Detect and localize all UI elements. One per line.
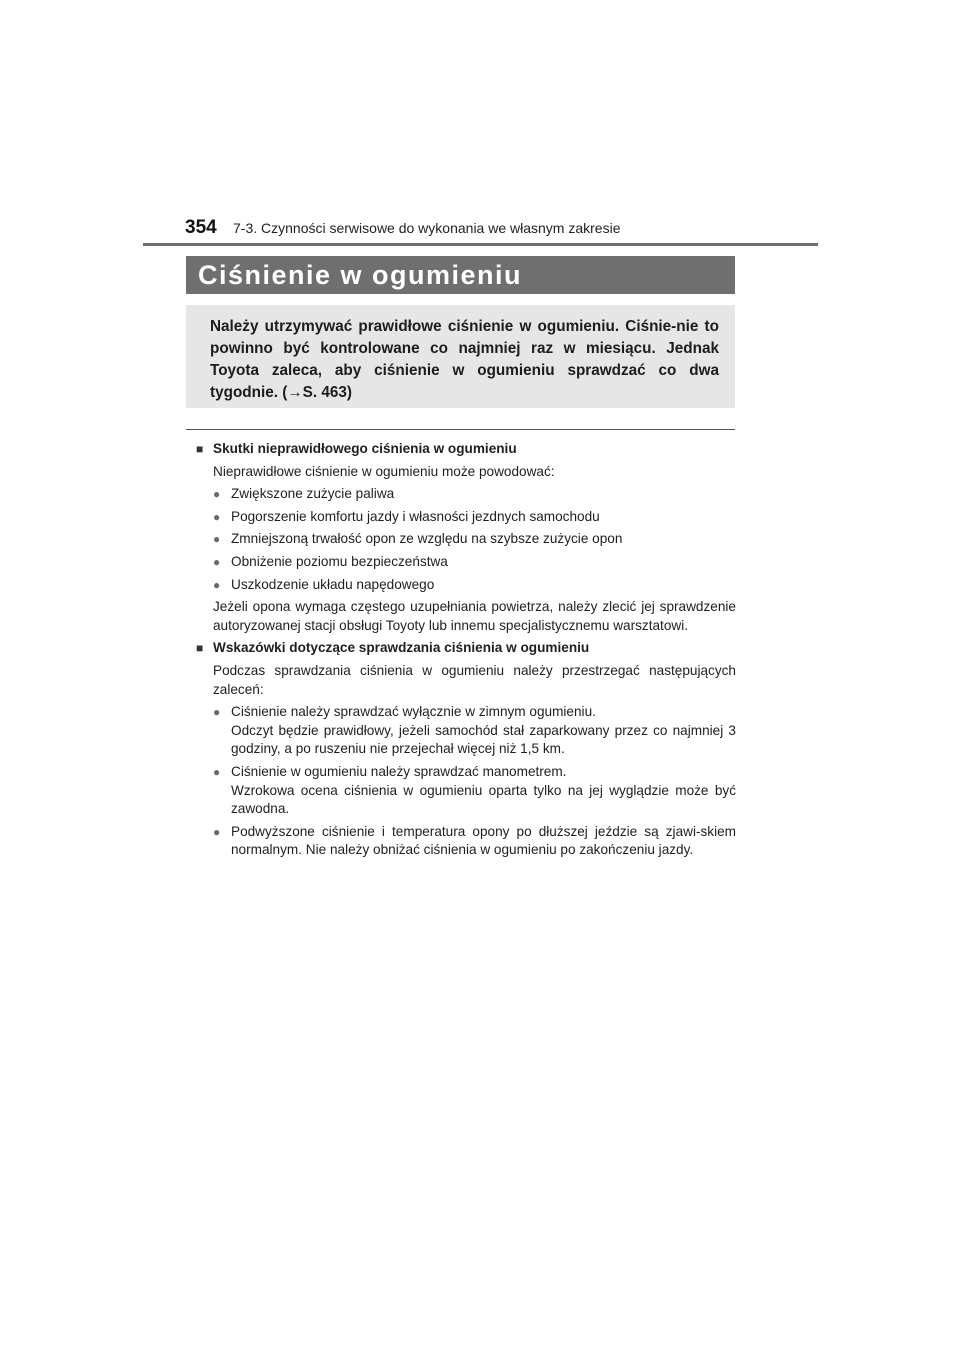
square-bullet-icon: ■: [196, 442, 204, 456]
list-item: [196, 703, 736, 759]
round-bullet-icon: ●: [213, 577, 221, 592]
page-title: Ciśnienie w ogumieniu: [186, 256, 735, 294]
section-closing: Jeżeli opona wymaga częstego uzupełniania powietrza, należy zlecić jej sprawdzenie autoryzowanej stacji obsługi Toyoty lub innemu specjalistycznemu warsztatowi.: [213, 599, 736, 633]
list-item-text: Zwiększone zużycie paliwa: [231, 486, 395, 502]
round-bullet-icon: ●: [213, 764, 221, 779]
section-heading-text: Wskazówki dotyczące sprawdzania ciśnienia w ogumieniu: [213, 640, 590, 656]
page-number: 354: [185, 217, 217, 238]
list-item-text: Uszkodzenie układu napędowego: [231, 576, 435, 592]
round-bullet-icon: ●: [213, 554, 221, 569]
list-item: [196, 530, 736, 549]
list-item-text: Pogorszenie komfortu jazdy i własności jezdnych samochodu: [231, 508, 600, 524]
list-item: [196, 485, 736, 504]
list-item-text: Zmniejszoną trwałość opon ze względu na szybsze zużycie opon: [231, 531, 623, 547]
list-item-text: Obniżenie poziomu bezpieczeństwa: [231, 553, 448, 569]
page-header: [185, 217, 825, 245]
section-path: 7-3. Czynności serwisowe do wykonania we własnym zakresie: [233, 220, 621, 236]
section-heading: [196, 639, 736, 658]
intro-box: Należy utrzymywać prawidłowe ciśnienie w ogumieniu. Ciśnie-nie to powinno być kontrolowane co najmniej raz w miesiącu. Jednak Toyota zaleca, aby ciśnienie w ogumieniu sprawdzać co dwa tygodnie. (→S. 463): [186, 305, 735, 408]
section-lead: Podczas sprawdzania ciśnienia w ogumieniu należy przestrzegać następujących zaleceń:: [213, 662, 736, 697]
round-bullet-icon: ●: [213, 487, 221, 502]
list-item-text: Ciśnienie należy sprawdzać wyłącznie w zimnym ogumieniu.: [231, 704, 596, 720]
list-item: [196, 823, 736, 860]
content: [196, 436, 736, 860]
list-item: [196, 763, 736, 819]
round-bullet-icon: ●: [213, 532, 221, 547]
list-item-detail: Odczyt będzie prawidłowy, jeżeli samochód stał zaparkowany przez co najmniej 3 godziny, a po ruszeniu nie przejechał więcej niż 1,5 km.: [231, 722, 736, 757]
round-bullet-icon: ●: [213, 705, 221, 720]
list-item-detail: Wzrokowa ocena ciśnienia w ogumieniu oparta tylko na jej wyglądzie może być zawodna.: [231, 782, 736, 817]
square-bullet-icon: ■: [196, 641, 204, 656]
section-lead: Nieprawidłowe ciśnienie w ogumieniu może powodować:: [213, 463, 555, 479]
round-bullet-icon: ●: [213, 824, 221, 839]
content-divider: [186, 429, 735, 430]
list-item: [196, 553, 736, 572]
section-heading-text: Skutki nieprawidłowego ciśnienia w ogumieniu: [213, 441, 517, 456]
list-item-text: Podwyższone ciśnienie i temperatura opony po dłuższej jeździe są zjawi-skiem normalnym. Nie należy obniżać ciśnienia w ogumieniu po zakończeniu jazdy.: [231, 823, 736, 858]
list-item: [196, 576, 736, 595]
section-heading: [196, 440, 736, 459]
list-item: [196, 508, 736, 527]
header-divider: [143, 243, 818, 246]
list-item-text: Ciśnienie w ogumieniu należy sprawdzać manometrem.: [231, 763, 567, 779]
round-bullet-icon: ●: [213, 509, 221, 524]
